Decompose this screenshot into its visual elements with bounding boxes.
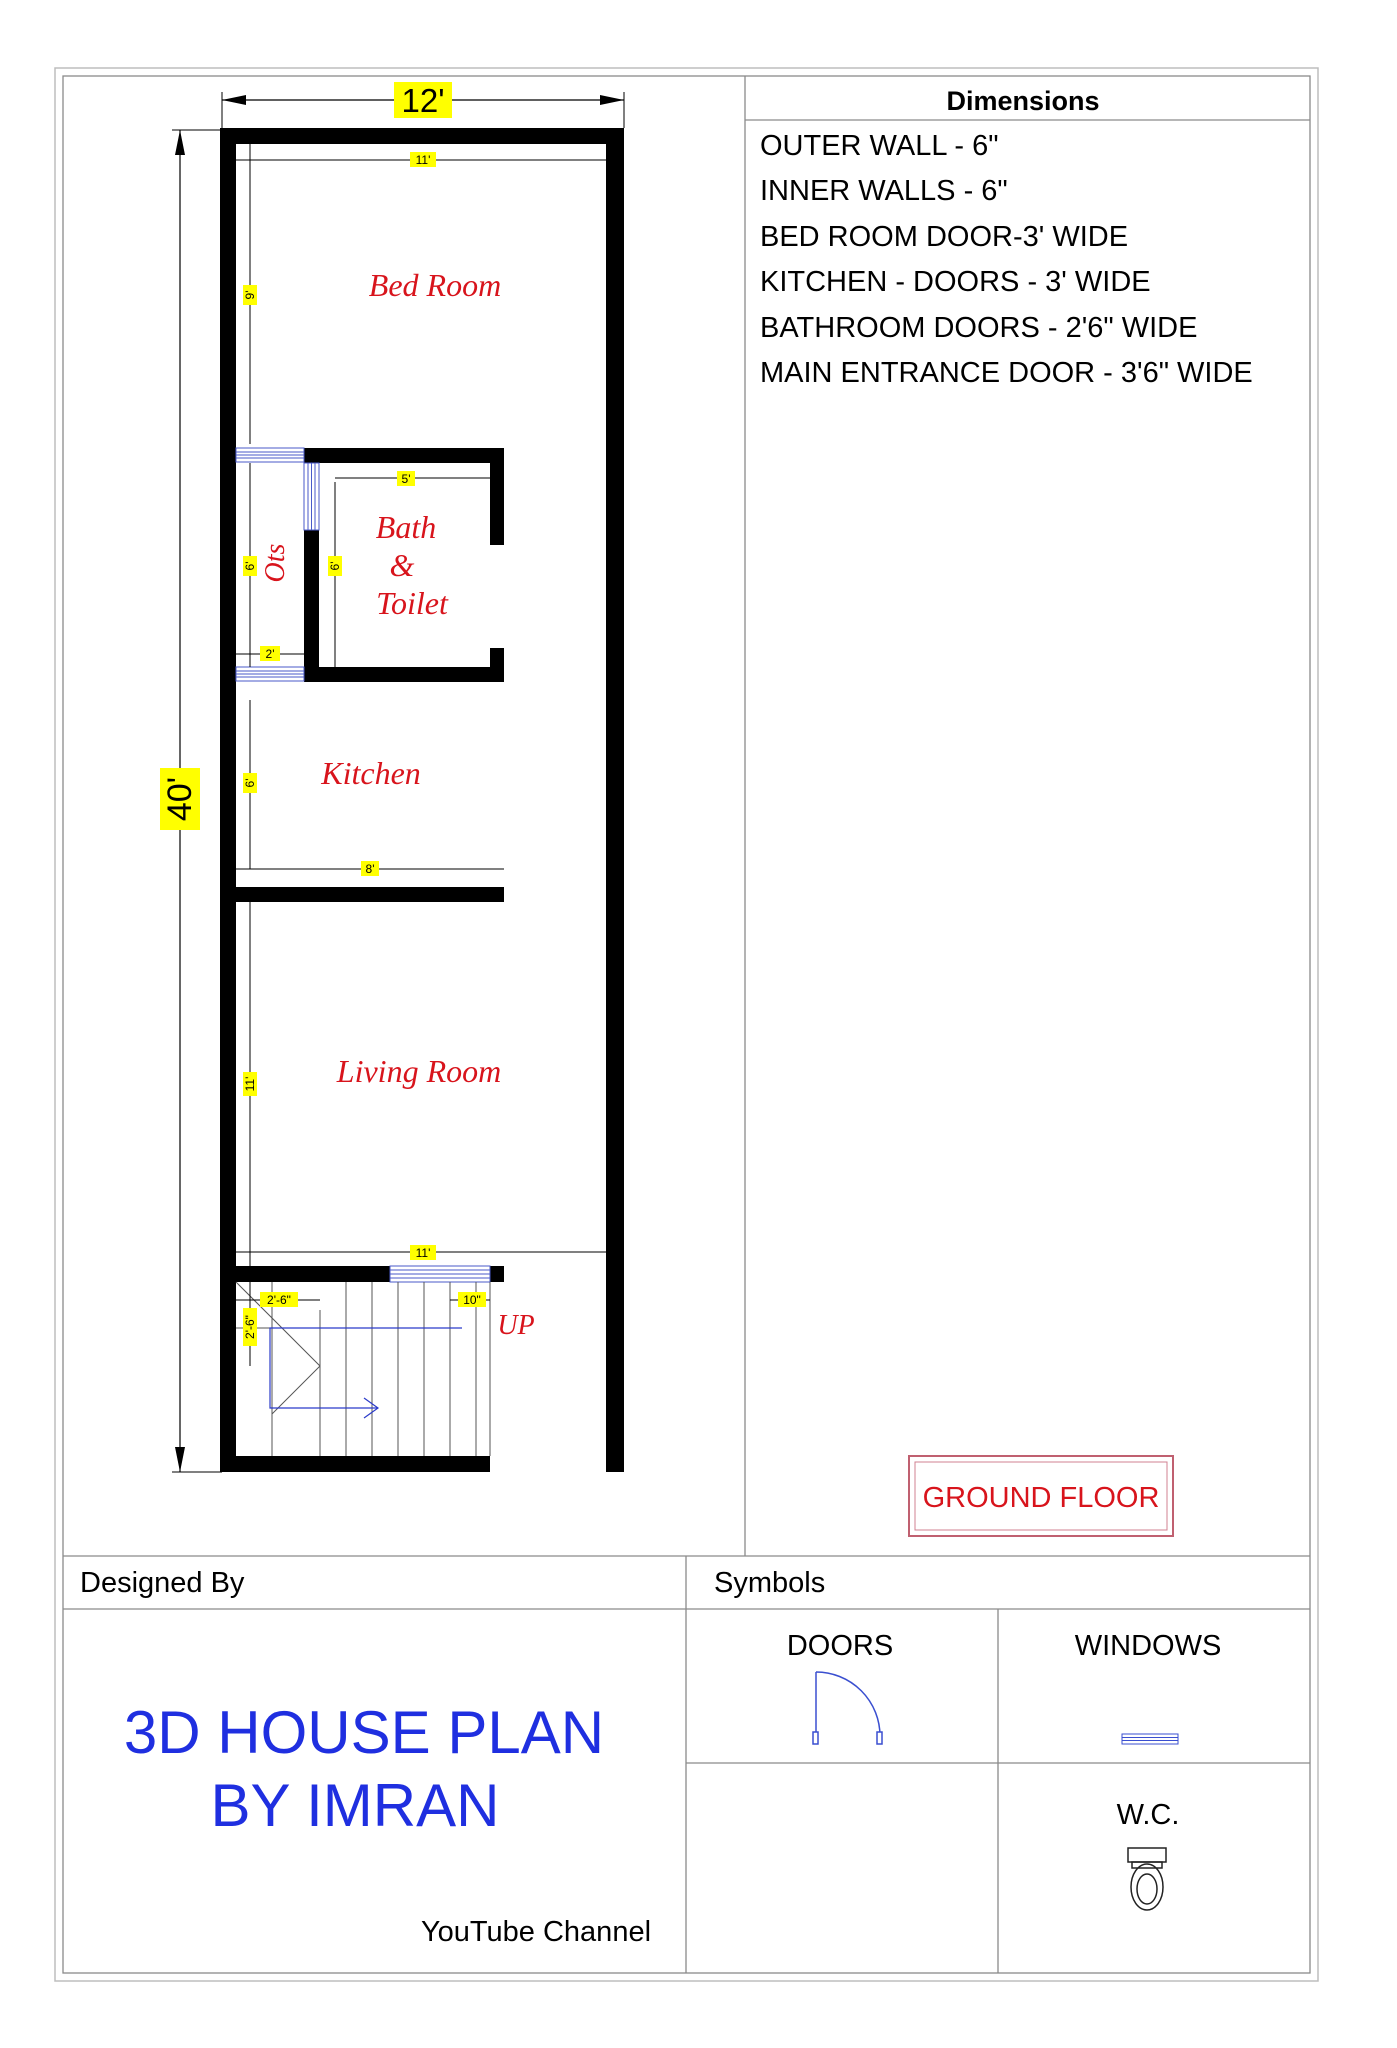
youtube-channel-label: YouTube Channel — [420, 1916, 652, 1948]
dim-ots-length — [243, 556, 257, 576]
svg-text:2': 2' — [265, 647, 275, 661]
dim-bed-length — [243, 285, 257, 305]
room-label-ots: Ots — [260, 543, 291, 583]
svg-text:8': 8' — [365, 862, 375, 876]
outer-wall-bottom — [220, 1456, 490, 1472]
outer-wall-right — [606, 128, 624, 1472]
dim-bed-width — [410, 152, 436, 167]
dim-stair-tread — [458, 1292, 486, 1307]
svg-text:11': 11' — [243, 1076, 257, 1092]
outer-wall-left — [220, 128, 236, 1472]
svg-text:11': 11' — [415, 1246, 431, 1260]
bath-wall-top — [304, 448, 504, 463]
room-label-kitchen: Kitchen — [321, 755, 421, 791]
svg-text:6': 6' — [243, 561, 257, 571]
room-label-bed-room: Bed Room — [368, 267, 502, 303]
symbols-label: Symbols — [714, 1567, 826, 1599]
room-label-living-room: Living Room — [336, 1053, 502, 1089]
dim-kitchen-width — [361, 861, 379, 876]
stair-wall-left — [236, 1266, 390, 1282]
ots-window-bottom — [236, 667, 304, 681]
svg-text:2'-6": 2'-6" — [243, 1315, 257, 1339]
bath-wall-bottom — [304, 667, 504, 682]
dimension-line-2: INNER WALLS - 6" — [760, 175, 1008, 207]
bath-vent-window — [304, 463, 319, 530]
designed-by-label: Designed By — [80, 1567, 245, 1599]
svg-text:11': 11' — [415, 153, 431, 167]
stair-wall-right — [490, 1266, 504, 1282]
room-label-toilet: Toilet — [376, 585, 448, 621]
dim-living-length — [243, 1072, 257, 1096]
dim-ots-width — [260, 646, 280, 661]
room-label-bath: Bath — [375, 509, 437, 545]
designer-name-line2: BY IMRAN — [210, 1772, 500, 1839]
svg-text:2'-6": 2'-6" — [267, 1293, 291, 1307]
bath-wall-right-upper — [490, 448, 504, 545]
svg-text:GROUND FLOOR: GROUND FLOOR — [922, 1482, 1160, 1514]
dimension-line-3: BED ROOM DOOR-3' WIDE — [760, 221, 1129, 253]
svg-text:9': 9' — [243, 290, 257, 300]
svg-text:10": 10" — [463, 1293, 481, 1307]
ots-window-top — [236, 448, 304, 462]
bath-wall-left — [304, 530, 319, 682]
outer-wall-top — [220, 128, 624, 144]
overall-length-label: 40' — [161, 776, 199, 822]
dimension-line-5: BATHROOM DOORS - 2'6" WIDE — [760, 312, 1198, 344]
stair-window — [390, 1266, 490, 1282]
dimension-line-1: OUTER WALL - 6" — [760, 130, 999, 162]
svg-text:5': 5' — [401, 472, 411, 486]
room-label-bath-and: & — [389, 547, 415, 583]
dim-kitchen-length — [243, 773, 257, 793]
overall-width-label: 12' — [401, 82, 445, 119]
dim-stair-width — [260, 1292, 298, 1307]
dim-bath-width — [397, 471, 415, 486]
kitchen-living-wall — [236, 887, 504, 902]
wc-label: W.C. — [1116, 1799, 1180, 1831]
dim-bath-length — [328, 556, 342, 576]
designer-name-line1: 3D HOUSE PLAN — [123, 1699, 605, 1766]
dimensions-title: Dimensions — [946, 86, 1100, 116]
dim-living-width — [410, 1245, 436, 1260]
dim-stair-depth — [243, 1308, 257, 1346]
svg-text:6': 6' — [328, 561, 342, 571]
dimension-line-4: KITCHEN - DOORS - 3' WIDE — [760, 266, 1151, 298]
svg-text:6': 6' — [243, 778, 257, 788]
dimension-line-6: MAIN ENTRANCE DOOR - 3'6" WIDE — [760, 357, 1253, 389]
stair-up-label: UP — [497, 1310, 535, 1341]
windows-label: WINDOWS — [1074, 1630, 1222, 1662]
doors-label: DOORS — [786, 1630, 894, 1662]
